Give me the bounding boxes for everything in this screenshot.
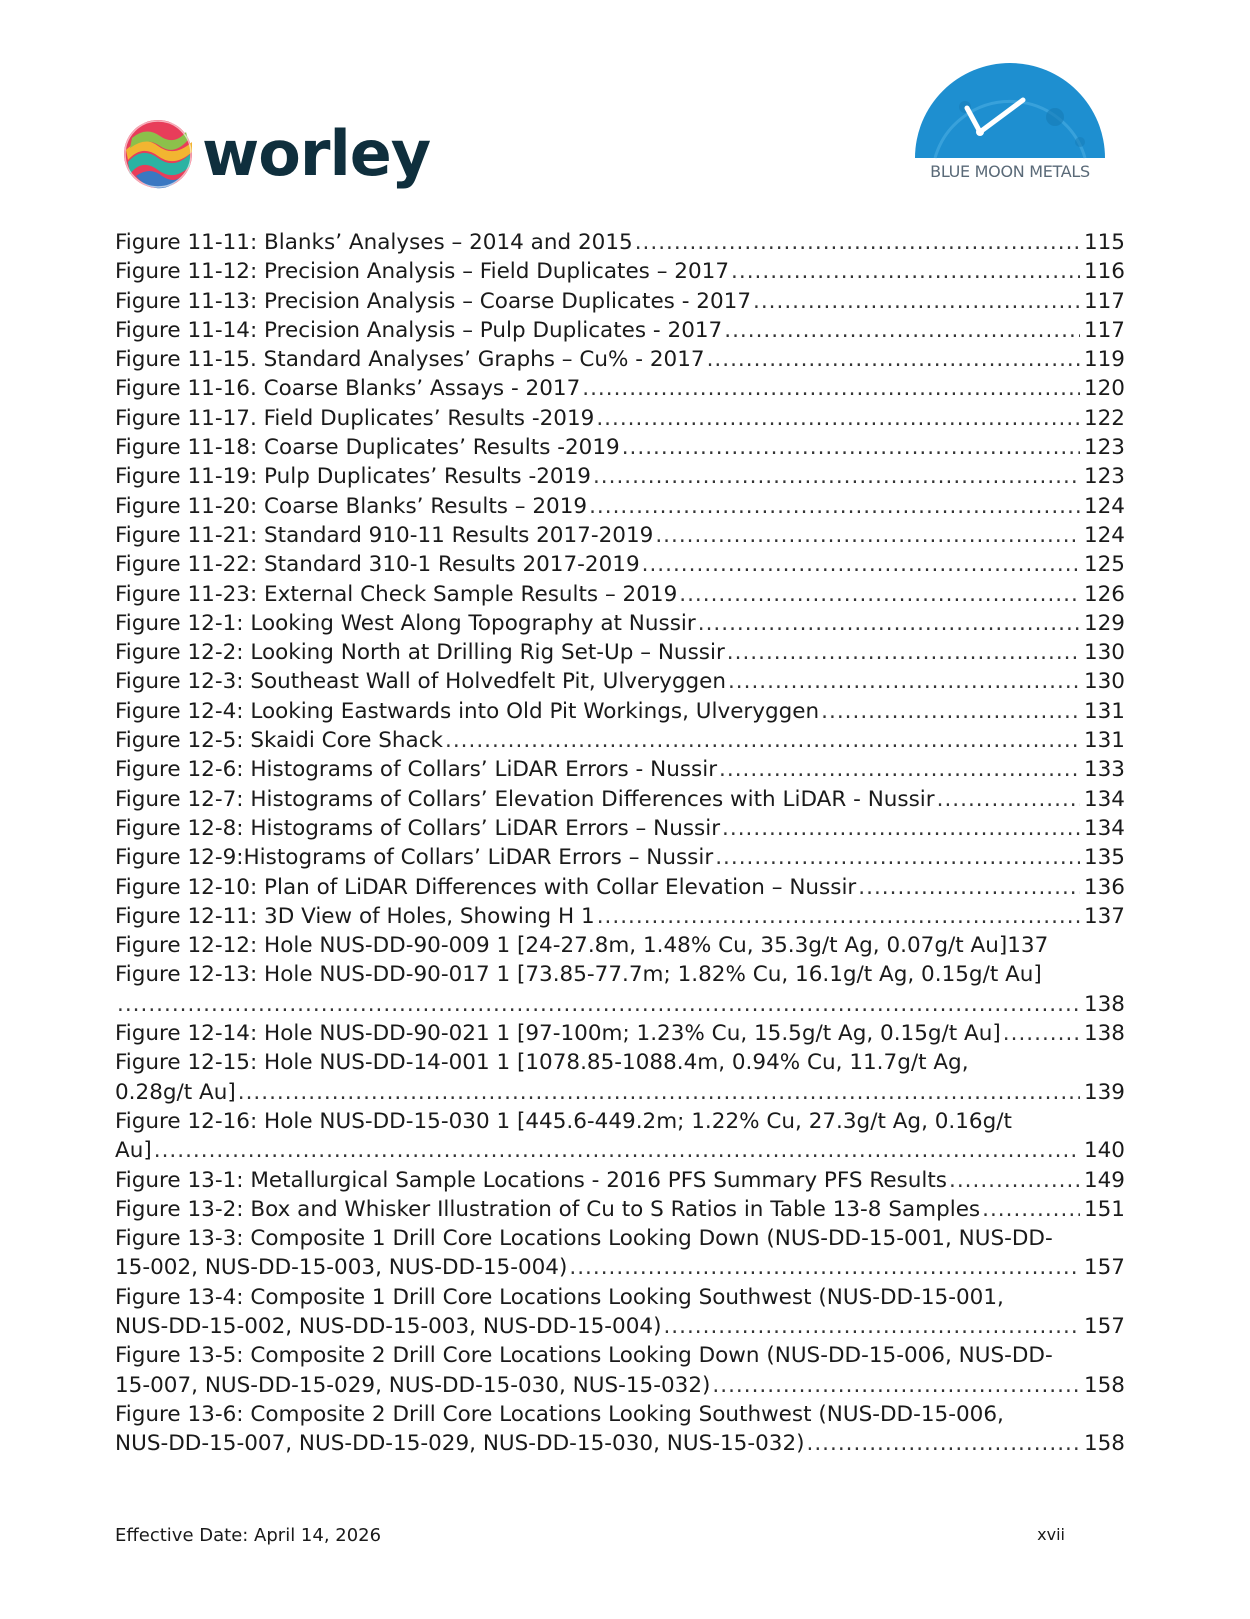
toc-entry[interactable] (115, 550, 1125, 579)
toc-page-number: 124 (1083, 522, 1125, 548)
worley-logo-text: worley (202, 117, 431, 190)
toc-entry-title: Figure 11-18: Coarse Duplicates’ Results -2019 (115, 435, 620, 461)
toc-entry-title: Figure 12-5: Skaidi Core Shack (115, 728, 443, 754)
toc-entry[interactable] (115, 1283, 1125, 1342)
toc-page-number: 139 (1083, 1079, 1125, 1105)
blue-moon-metals-logo-text: BLUE MOON METALS (930, 162, 1090, 181)
toc-entry[interactable] (115, 404, 1125, 433)
page-footer (115, 1525, 1125, 1546)
toc-page-number: 149 (1083, 1167, 1125, 1193)
worley-logo (122, 118, 430, 190)
toc-page-number: 116 (1083, 259, 1125, 285)
toc-entry-title: Figure 12-1: Looking West Along Topography at Nussir (115, 610, 696, 636)
toc-entry[interactable] (115, 1019, 1125, 1048)
toc-entry[interactable] (115, 1048, 1125, 1107)
toc-entry[interactable] (115, 316, 1125, 345)
toc-entry-title: 15-002, NUS-DD-15-003, NUS-DD-15-004) (115, 1255, 568, 1281)
dot-leader (724, 316, 1080, 345)
toc-entry[interactable] (115, 931, 1125, 960)
toc-page-number: 157 (1083, 1255, 1125, 1281)
toc-entry-title: Figure 12-7: Histograms of Collars’ Elevation Differences with LiDAR - Nussir (115, 786, 935, 812)
moon-clock-icon (905, 62, 1115, 162)
toc-entry-title: Figure 13-1: Metallurgical Sample Locations - 2016 PFS Summary PFS Results (115, 1167, 947, 1193)
toc-page-number: 122 (1083, 405, 1125, 431)
page-number: xvii (1037, 1525, 1065, 1544)
dot-leader (858, 873, 1080, 902)
page-header (0, 0, 1250, 210)
toc-entry[interactable] (115, 1341, 1125, 1400)
toc-page-number: 136 (1083, 874, 1125, 900)
toc-entry-title: Figure 11-20: Coarse Blanks’ Results – 2019 (115, 493, 588, 519)
toc-entry-title: Figure 11-11: Blanks’ Analyses – 2014 and 2015 (115, 230, 633, 255)
toc-entry[interactable] (115, 1400, 1125, 1459)
toc-entry-title: Figure 11-22: Standard 310-1 Results 2017-2019 (115, 552, 640, 578)
toc-entry[interactable] (115, 287, 1125, 316)
toc-page-number: 131 (1083, 698, 1125, 724)
toc-page-number: 138 (1083, 1021, 1125, 1047)
toc-page-number: 137 (1083, 903, 1125, 929)
toc-entry[interactable] (115, 726, 1125, 755)
toc-page-number: 123 (1083, 435, 1125, 461)
toc-entry[interactable] (115, 902, 1125, 931)
toc-page-number: 131 (1083, 728, 1125, 754)
toc-entry-title: Figure 11-17. Field Duplicates’ Results -2019 (115, 405, 595, 431)
toc-page-number: 125 (1083, 552, 1125, 578)
dot-leader (679, 580, 1080, 609)
dot-leader (238, 1078, 1080, 1107)
toc-entry-title: Figure 13-6: Composite 2 Drill Core Locations Looking Southwest (NUS-DD-15-006, (115, 1401, 1004, 1427)
dot-leader (117, 990, 1080, 1019)
toc-entry-title: Figure 11-21: Standard 910-11 Results 2017-2019 (115, 522, 654, 548)
dot-leader (597, 902, 1080, 931)
toc-entry[interactable] (115, 1224, 1125, 1283)
toc-entry-title: Figure 11-15. Standard Analyses’ Graphs – Cu% - 2017 (115, 347, 705, 373)
dot-leader (982, 1195, 1080, 1224)
toc-entry[interactable] (115, 462, 1125, 491)
toc-entry-title: Figure 11-13: Precision Analysis – Coarse Duplicates - 2017 (115, 288, 752, 314)
toc-entry[interactable] (115, 638, 1125, 667)
toc-page-number: 135 (1083, 845, 1125, 871)
dot-leader (445, 726, 1080, 755)
toc-entry[interactable] (115, 609, 1125, 638)
dot-leader (727, 638, 1080, 667)
toc-entry-title: Figure 12-14: Hole NUS-DD-90-021 1 [97-100m; 1.23% Cu, 15.5g/t Ag, 0.15g/t Au] (115, 1021, 1001, 1047)
dot-leader (589, 492, 1080, 521)
toc-entry-title: Au] (115, 1138, 152, 1164)
toc-entry[interactable] (115, 843, 1125, 872)
toc-page-number: 115 (1083, 230, 1125, 255)
dot-leader (1003, 1019, 1080, 1048)
dot-leader (753, 287, 1080, 316)
toc-entry-title: Figure 12-9:Histograms of Collars’ LiDAR Errors – Nussir (115, 845, 714, 871)
toc-entry[interactable] (115, 228, 1125, 257)
dot-leader (707, 345, 1080, 374)
list-of-figures (115, 228, 1125, 1458)
toc-entry[interactable] (115, 755, 1125, 784)
toc-page-number: 126 (1083, 581, 1125, 607)
toc-entry-title: Figure 11-14: Precision Analysis – Pulp Duplicates - 2017 (115, 317, 723, 343)
toc-entry-title: NUS-DD-15-007, NUS-DD-15-029, NUS-DD-15-030, NUS-15-032) (115, 1431, 805, 1457)
toc-page-number: 119 (1083, 347, 1125, 373)
toc-entry-title: Figure 11-19: Pulp Duplicates’ Results -2019 (115, 464, 591, 490)
dot-leader (728, 667, 1080, 696)
toc-entry-title: NUS-DD-15-002, NUS-DD-15-003, NUS-DD-15-004) (115, 1313, 662, 1339)
dot-leader (154, 1136, 1080, 1165)
toc-entry-title: Figure 12-16: Hole NUS-DD-15-030 1 [445.6-449.2m; 1.22% Cu, 27.3g/t Ag, 0.16g/t (115, 1108, 1012, 1134)
toc-entry[interactable] (115, 814, 1125, 843)
toc-entry-title: Figure 13-3: Composite 1 Drill Core Locations Looking Down (NUS-DD-15-001, NUS-DD- (115, 1226, 1053, 1252)
dot-leader (642, 550, 1080, 579)
worley-swirl-icon (122, 118, 194, 190)
dot-leader (937, 785, 1080, 814)
toc-entry-title: Figure 12-10: Plan of LiDAR Differences with Collar Elevation – Nussir (115, 874, 857, 900)
toc-page-number: 129 (1083, 610, 1125, 636)
toc-page-number: 120 (1083, 376, 1125, 402)
toc-entry[interactable] (115, 580, 1125, 609)
toc-entry[interactable] (115, 960, 1125, 1019)
toc-page-number: 130 (1083, 640, 1125, 666)
dot-leader (582, 374, 1080, 403)
dot-leader (949, 1166, 1080, 1195)
dot-leader (731, 257, 1080, 286)
toc-page-number: 158 (1083, 1431, 1125, 1457)
dot-leader (712, 1371, 1080, 1400)
dot-leader (622, 433, 1080, 462)
toc-entry-title: Figure 13-4: Composite 1 Drill Core Locations Looking Southwest (NUS-DD-15-001, (115, 1284, 1004, 1310)
toc-entry[interactable] (115, 492, 1125, 521)
dot-leader (715, 843, 1080, 872)
toc-entry[interactable] (115, 1195, 1125, 1224)
dot-leader (722, 814, 1080, 843)
toc-entry-title: 15-007, NUS-DD-15-029, NUS-DD-15-030, NUS-15-032) (115, 1372, 711, 1398)
dot-leader (593, 462, 1080, 491)
dot-leader (719, 755, 1080, 784)
toc-entry-title: Figure 11-23: External Check Sample Results – 2019 (115, 581, 678, 607)
toc-entry[interactable] (115, 1166, 1125, 1195)
toc-entry-title: Figure 12-3: Southeast Wall of Holvedfelt Pit, Ulveryggen (115, 669, 726, 695)
toc-entry[interactable] (115, 697, 1125, 726)
toc-page-number: 117 (1083, 317, 1125, 343)
toc-page-number: 134 (1083, 815, 1125, 841)
blue-moon-metals-logo (905, 62, 1115, 192)
toc-page-number: 123 (1083, 464, 1125, 490)
toc-page-number: 117 (1083, 288, 1125, 314)
toc-entry-title: Figure 12-4: Looking Eastwards into Old Pit Workings, Ulveryggen (115, 698, 820, 724)
toc-entry-title: Figure 12-6: Histograms of Collars’ LiDAR Errors - Nussir (115, 757, 718, 783)
toc-entry-title: Figure 12-8: Histograms of Collars’ LiDAR Errors – Nussir (115, 815, 721, 841)
toc-entry-title: Figure 12-12: Hole NUS-DD-90-009 1 [24-27.8m, 1.48% Cu, 35.3g/t Ag, 0.07g/t Au] (115, 933, 1008, 959)
dot-leader (596, 404, 1080, 433)
toc-page-number: 157 (1083, 1313, 1125, 1339)
toc-entry[interactable] (115, 374, 1125, 403)
toc-entry-title: 0.28g/t Au] (115, 1079, 236, 1105)
dot-leader (655, 521, 1080, 550)
toc-page-number: 130 (1083, 669, 1125, 695)
dot-leader (569, 1253, 1080, 1282)
toc-page-number: 151 (1083, 1196, 1125, 1222)
toc-entry-title: Figure 12-13: Hole NUS-DD-90-017 1 [73.85-77.7m; 1.82% Cu, 16.1g/t Ag, 0.15g/t Au] (115, 962, 1042, 988)
toc-page-number: 134 (1083, 786, 1125, 812)
dot-leader (635, 228, 1080, 257)
toc-entry-title: Figure 13-2: Box and Whisker Illustration of Cu to S Ratios in Table 13-8 Samples (115, 1196, 981, 1222)
toc-entry[interactable] (115, 873, 1125, 902)
dot-leader (821, 697, 1080, 726)
toc-entry[interactable] (115, 433, 1125, 462)
dot-leader (663, 1312, 1079, 1341)
toc-page-number: 140 (1083, 1138, 1125, 1164)
dot-leader (807, 1429, 1080, 1458)
toc-entry[interactable] (115, 521, 1125, 550)
dot-leader (698, 609, 1080, 638)
toc-page-number: 124 (1083, 493, 1125, 519)
toc-entry[interactable] (115, 345, 1125, 374)
toc-entry[interactable] (115, 257, 1125, 286)
toc-entry[interactable] (115, 667, 1125, 696)
toc-page-number: 138 (1083, 991, 1125, 1017)
toc-page-number: 137 (1007, 933, 1049, 959)
toc-entry[interactable] (115, 1107, 1125, 1166)
toc-entry-title: Figure 12-11: 3D View of Holes, Showing H 1 (115, 903, 595, 929)
toc-entry[interactable] (115, 785, 1125, 814)
toc-entry-title: Figure 13-5: Composite 2 Drill Core Locations Looking Down (NUS-DD-15-006, NUS-DD- (115, 1343, 1053, 1369)
toc-entry-title: Figure 11-12: Precision Analysis – Field Duplicates – 2017 (115, 259, 730, 285)
effective-date: Effective Date: April 14, 2026 (115, 1525, 382, 1546)
toc-entry-title: Figure 11-16. Coarse Blanks’ Assays - 2017 (115, 376, 581, 402)
toc-entry-title: Figure 12-15: Hole NUS-DD-14-001 1 [1078.85-1088.4m, 0.94% Cu, 11.7g/t Ag, (115, 1050, 969, 1076)
toc-page-number: 133 (1083, 757, 1125, 783)
toc-page-number: 158 (1083, 1372, 1125, 1398)
toc-entry-title: Figure 12-2: Looking North at Drilling Rig Set-Up – Nussir (115, 640, 725, 666)
